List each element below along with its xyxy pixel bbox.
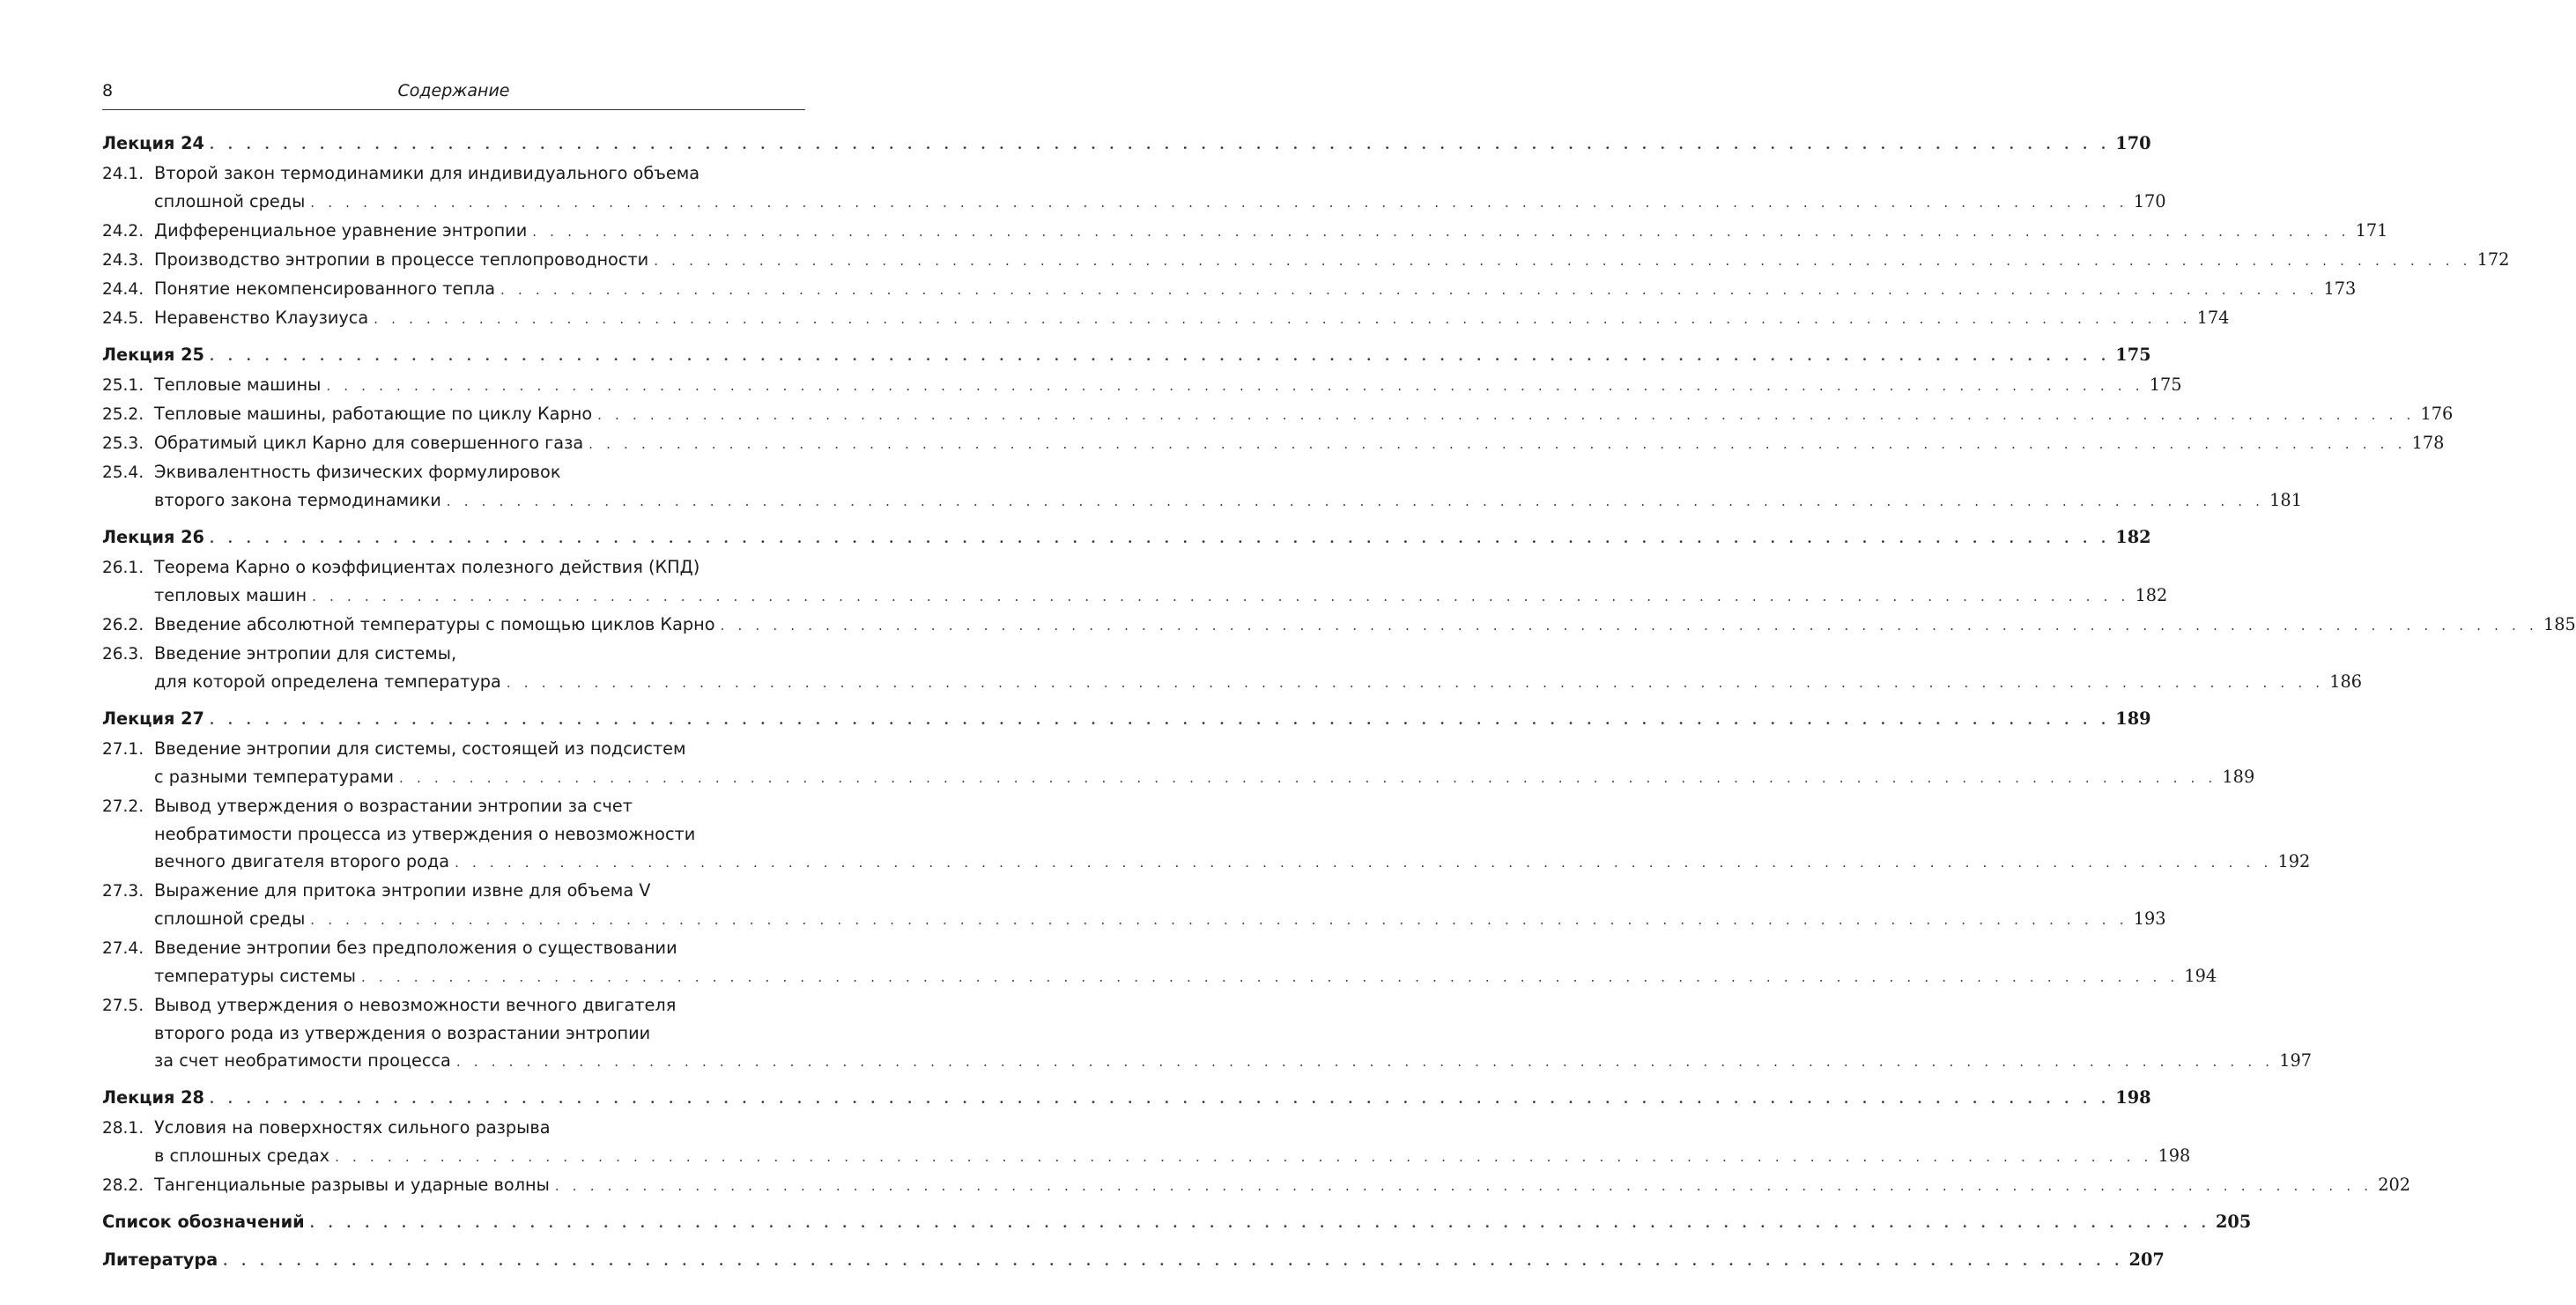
section-number: 24.1. bbox=[102, 165, 144, 183]
section-page-number: 170 bbox=[2133, 191, 2166, 211]
leader-dots: . . . . . . . . . . . . . . . . . . . . . . . . . . . . . . . . . . . . . . . . . . . . . . . . . . . . . . . . . . . . . . . . . . . . . . . . . . . . . . . . . . . . . . . . . . . . . . . . . . . . . . . . bbox=[310, 195, 2128, 211]
leader-dots: . . . . . . . . . . . . . . . . . . . . . . . . . . . . . . . . . . . . . . . . . . . . . . . . . . . . . . . . . . . . . . . . . . . . . . . . . . . . . . . . . . . . . . . . . . . . . . . . . . . . . . . . bbox=[209, 137, 2111, 152]
section-number: 26.1. bbox=[102, 559, 144, 577]
leader-dots: . . . . . . . . . . . . . . . . . . . . . . . . . . . . . . . . . . . . . . . . . . . . . . . . . . . . . . . . . . . . . . . . . . . . . . . . . . . . . . . . . . . . . . . . . . . . . . . . . . . . . . . . bbox=[399, 770, 2217, 786]
section-title: Понятие некомпенсированного тепла bbox=[154, 278, 496, 299]
section-page-number: 192 bbox=[2277, 851, 2311, 871]
section-entry[interactable] bbox=[102, 1114, 2191, 1171]
leader-dots: . . . . . . . . . . . . . . . . . . . . . . . . . . . . . . . . . . . . . . . . . . . . . . . . . . . . . . . . . . . . . . . . . . . . . . . . . . . . . . . . . . . . . . . . . . . . . . . . . . . . . . . . bbox=[335, 1149, 2153, 1165]
section-page-number: 185 bbox=[2543, 614, 2576, 634]
lecture-title: Лекция 24 bbox=[102, 133, 204, 153]
section-number: 27.1. bbox=[102, 740, 144, 759]
section-title: вечного двигателя второго рода bbox=[154, 851, 450, 871]
section-line bbox=[102, 1047, 2313, 1076]
lecture-page-number: 198 bbox=[2115, 1087, 2151, 1108]
leader-dots: . . . . . . . . . . . . . . . . . . . . . . . . . . . . . . . . . . . . . . . . . . . . . . . . . . . . . . . . . . . . . . . . . . . . . . . . . . . . . . . . . . . . . . . . . . . . . . . . . . . . . . . . bbox=[223, 1253, 2124, 1269]
section-entry[interactable] bbox=[102, 217, 2388, 246]
section-entry[interactable] bbox=[102, 246, 2510, 275]
section-page-number: 171 bbox=[2355, 220, 2388, 241]
leader-dots: . . . . . . . . . . . . . . . . . . . . . . . . . . . . . . . . . . . . . . . . . . . . . . . . . . . . . . . . . . . . . . . . . . . . . . . . . . . . . . . . . . . . . . . . . . . . . . . . . . . . . . . . bbox=[309, 1215, 2210, 1231]
section-number: 28.2. bbox=[102, 1176, 144, 1195]
section-line bbox=[102, 304, 2230, 333]
lecture-page-number: 175 bbox=[2115, 345, 2151, 365]
leader-dots: . . . . . . . . . . . . . . . . . . . . . . . . . . . . . . . . . . . . . . . . . . . . . . . . . . . . . . . . . . . . . . . . . . . . . . . . . . . . . . . . . . . . . . . . . . . . . . . . . . . . . . . . bbox=[455, 855, 2273, 871]
section-page-number: 186 bbox=[2329, 671, 2363, 692]
section-title: Условия на поверхностях сильного разрыва bbox=[154, 1117, 551, 1138]
leader-dots: . . . . . . . . . . . . . . . . . . . . . . . . . . . . . . . . . . . . . . . . . . . . . . . . . . . . . . . . . . . . . . . . . . . . . . . . . . . . . . . . . . . . . . . . . . . . . . . . . . . . . . . . bbox=[209, 530, 2111, 546]
lecture-entry[interactable] bbox=[102, 1083, 2151, 1114]
section-page-number: 202 bbox=[2378, 1175, 2411, 1195]
leader-dots: . . . . . . . . . . . . . . . . . . . . . . . . . . . . . . . . . . . . . . . . . . . . . . . . . . . . . . . . . . . . . . . . . . . . . . . . . . . . . . . . . . . . . . . . . . . . . . . . . . . . . . . . bbox=[532, 224, 2350, 240]
section-title: второго рода из утверждения о возрастании энтропии bbox=[154, 1023, 651, 1043]
leader-dots: . . . . . . . . . . . . . . . . . . . . . . . . . . . . . . . . . . . . . . . . . . . . . . . . . . . . . . . . . . . . . . . . . . . . . . . . . . . . . . . . . . . . . . . . . . . . . . . . . . . . . . . . bbox=[597, 407, 2416, 423]
lecture-title: Лекция 27 bbox=[102, 708, 204, 729]
section-line bbox=[102, 611, 2576, 640]
section-line bbox=[102, 763, 2255, 792]
section-entry[interactable] bbox=[102, 400, 2454, 429]
section-title: Теорема Карно о коэффициентах полезного действия (КПД) bbox=[154, 557, 700, 577]
section-title: Введение энтропии без предположения о существовании bbox=[154, 938, 677, 958]
section-title: Введение абсолютной температуры с помощью циклов Карно bbox=[154, 614, 715, 634]
leader-dots: . . . . . . . . . . . . . . . . . . . . . . . . . . . . . . . . . . . . . . . . . . . . . . . . . . . . . . . . . . . . . . . . . . . . . . . . . . . . . . . . . . . . . . . . . . . . . . . . . . . . . . . . bbox=[446, 493, 2265, 509]
leader-dots: . . . . . . . . . . . . . . . . . . . . . . . . . . . . . . . . . . . . . . . . . . . . . . . . . . . . . . . . . . . . . . . . . . . . . . . . . . . . . . . . . . . . . . . . . . . . . . . . . . . . . . . . bbox=[209, 712, 2111, 728]
section-entry[interactable] bbox=[102, 611, 2576, 640]
section-title: Эквивалентность физических формулировок bbox=[154, 462, 561, 482]
leader-dots: . . . . . . . . . . . . . . . . . . . . . . . . . . . . . . . . . . . . . . . . . . . . . . . . . . . . . . . . . . . . . . . . . . . . . . . . . . . . . . . . . . . . . . . . . . . . . . . . . . . . . . . . bbox=[312, 589, 2130, 604]
lecture-title: Лекция 25 bbox=[102, 345, 204, 365]
toc-chapter bbox=[102, 1083, 2411, 1200]
section-line bbox=[102, 848, 2311, 877]
section-title: Тангенциальные разрывы и ударные волны bbox=[154, 1175, 550, 1195]
section-line bbox=[102, 217, 2388, 246]
lecture-page-number: 182 bbox=[2115, 527, 2151, 547]
lecture-page-number: 207 bbox=[2128, 1249, 2165, 1270]
section-number: 27.2. bbox=[102, 797, 144, 816]
section-number: 28.1. bbox=[102, 1119, 144, 1138]
toc-chapter bbox=[102, 129, 2510, 333]
lecture-entry[interactable] bbox=[102, 704, 2151, 735]
page-header bbox=[102, 79, 805, 110]
leader-dots: . . . . . . . . . . . . . . . . . . . . . . . . . . . . . . . . . . . . . . . . . . . . . . . . . . . . . . . . . . . . . . . . . . . . . . . . . . . . . . . . . . . . . . . . . . . . . . . . . . . . . . . . bbox=[654, 253, 2472, 269]
section-title: в сплошных средах bbox=[154, 1146, 330, 1166]
section-entry[interactable] bbox=[102, 877, 2166, 934]
section-line bbox=[102, 1171, 2411, 1200]
section-page-number: 198 bbox=[2158, 1146, 2191, 1166]
lecture-entry[interactable] bbox=[102, 340, 2151, 371]
section-page-number: 197 bbox=[2279, 1050, 2313, 1071]
section-entry[interactable] bbox=[102, 991, 2313, 1076]
section-page-number: 176 bbox=[2420, 404, 2454, 424]
section-entry[interactable] bbox=[102, 640, 2363, 697]
section-number: 27.3. bbox=[102, 882, 144, 901]
leader-dots: . . . . . . . . . . . . . . . . . . . . . . . . . . . . . . . . . . . . . . . . . . . . . . . . . . . . . . . . . . . . . . . . . . . . . . . . . . . . . . . . . . . . . . . . . . . . . . . . . . . . . . . . bbox=[310, 912, 2128, 928]
section-title: сплошной среды bbox=[154, 908, 306, 929]
section-number: 25.4. bbox=[102, 463, 144, 482]
section-line bbox=[102, 735, 805, 763]
toc-chapter bbox=[102, 340, 2454, 515]
section-line bbox=[102, 962, 2217, 991]
section-number: 26.2. bbox=[102, 616, 144, 634]
section-page-number: 182 bbox=[2135, 585, 2168, 605]
section-title: сплошной среды bbox=[154, 191, 306, 211]
section-line bbox=[102, 400, 2454, 429]
section-entry[interactable] bbox=[102, 458, 2302, 515]
section-entry[interactable] bbox=[102, 429, 2445, 458]
section-number: 24.3. bbox=[102, 251, 144, 270]
section-title: необратимости процесса из утверждения о невозможности bbox=[154, 824, 696, 844]
section-title: Выражение для притока энтропии извне для объема V bbox=[154, 880, 651, 901]
section-entry[interactable] bbox=[102, 934, 2217, 991]
section-line bbox=[102, 246, 2510, 275]
section-entry[interactable] bbox=[102, 735, 2255, 792]
section-number: 27.5. bbox=[102, 997, 144, 1015]
lecture-entry[interactable] bbox=[102, 1207, 2252, 1238]
section-title: Тепловые машины bbox=[154, 374, 322, 395]
section-page-number: 178 bbox=[2411, 433, 2445, 453]
section-title: Тепловые машины, работающие по циклу Карно bbox=[154, 404, 593, 424]
leader-dots: . . . . . . . . . . . . . . . . . . . . . . . . . . . . . . . . . . . . . . . . . . . . . . . . . . . . . . . . . . . . . . . . . . . . . . . . . . . . . . . . . . . . . . . . . . . . . . . . . . . . . . . . bbox=[209, 1091, 2111, 1107]
running-title: Содержание bbox=[397, 81, 510, 100]
section-line bbox=[102, 553, 805, 582]
section-page-number: 172 bbox=[2476, 249, 2510, 270]
leader-dots: . . . . . . . . . . . . . . . . . . . . . . . . . . . . . . . . . . . . . . . . . . . . . . . . . . . . . . . . . . . . . . . . . . . . . . . . . . . . . . . . . . . . . . . . . . . . . . . . . . . . . . . . bbox=[588, 436, 2407, 452]
section-title: Введение энтропии для системы, bbox=[154, 643, 457, 664]
leader-dots: . . . . . . . . . . . . . . . . . . . . . . . . . . . . . . . . . . . . . . . . . . . . . . . . . . . . . . . . . . . . . . . . . . . . . . . . . . . . . . . . . . . . . . . . . . . . . . . . . . . . . . . . bbox=[374, 311, 2192, 327]
section-line bbox=[102, 1142, 2191, 1171]
section-number: 25.3. bbox=[102, 434, 144, 453]
section-title: второго закона термодинамики bbox=[154, 490, 441, 510]
leader-dots: . . . . . . . . . . . . . . . . . . . . . . . . . . . . . . . . . . . . . . . . . . . . . . . . . . . . . . . . . . . . . . . . . . . . . . . . . . . . . . . . . . . . . . . . . . . . . . . . . . . . . . . . bbox=[500, 282, 2319, 298]
section-entry[interactable] bbox=[102, 792, 2311, 877]
section-line bbox=[102, 792, 805, 820]
section-line bbox=[102, 640, 805, 668]
section-number: 27.4. bbox=[102, 939, 144, 958]
section-page-number: 189 bbox=[2222, 767, 2255, 787]
leader-dots: . . . . . . . . . . . . . . . . . . . . . . . . . . . . . . . . . . . . . . . . . . . . . . . . . . . . . . . . . . . . . . . . . . . . . . . . . . . . . . . . . . . . . . . . . . . . . . . . . . . . . . . . bbox=[455, 1054, 2275, 1070]
lecture-title: Литература bbox=[102, 1249, 218, 1270]
section-number: 24.4. bbox=[102, 280, 144, 299]
lecture-entry[interactable] bbox=[102, 523, 2151, 553]
section-line bbox=[102, 877, 805, 905]
page-number: 8 bbox=[102, 81, 114, 100]
section-page-number: 174 bbox=[2196, 308, 2230, 328]
lecture-title: Лекция 26 bbox=[102, 527, 204, 547]
section-line bbox=[102, 820, 805, 848]
leader-dots: . . . . . . . . . . . . . . . . . . . . . . . . . . . . . . . . . . . . . . . . . . . . . . . . . . . . . . . . . . . . . . . . . . . . . . . . . . . . . . . . . . . . . . . . . . . . . . . . . . . . . . . . bbox=[326, 378, 2144, 394]
section-title: Обратимый цикл Карно для совершенного газа bbox=[154, 433, 584, 453]
section-line bbox=[102, 905, 2166, 934]
section-line bbox=[102, 188, 2166, 217]
table-of-contents bbox=[102, 129, 2576, 1276]
section-entry[interactable] bbox=[102, 553, 2168, 611]
section-line bbox=[102, 486, 2302, 515]
toc-chapter bbox=[102, 1207, 2252, 1238]
lecture-page-number: 205 bbox=[2216, 1212, 2252, 1232]
section-title: Введение энтропии для системы, состоящей из подсистем bbox=[154, 738, 686, 759]
section-line bbox=[102, 1114, 805, 1142]
section-page-number: 181 bbox=[2269, 490, 2302, 510]
section-page-number: 193 bbox=[2133, 908, 2166, 929]
leader-dots: . . . . . . . . . . . . . . . . . . . . . . . . . . . . . . . . . . . . . . . . . . . . . . . . . . . . . . . . . . . . . . . . . . . . . . . . . . . . . . . . . . . . . . . . . . . . . . . . . . . . . . . . bbox=[506, 675, 2325, 691]
toc-chapter bbox=[102, 1245, 2165, 1276]
section-title: температуры системы bbox=[154, 966, 356, 986]
section-title: Второй закон термодинамики для индивидуального объема bbox=[154, 163, 700, 183]
section-page-number: 175 bbox=[2149, 374, 2182, 395]
section-number: 25.2. bbox=[102, 405, 144, 424]
lecture-entry[interactable] bbox=[102, 1245, 2165, 1276]
section-line bbox=[102, 159, 805, 188]
lecture-entry[interactable] bbox=[102, 129, 2151, 159]
toc-chapter bbox=[102, 523, 2576, 697]
section-number: 24.5. bbox=[102, 309, 144, 328]
lecture-page-number: 189 bbox=[2115, 708, 2151, 729]
section-title: Дифференциальное уравнение энтропии bbox=[154, 220, 528, 241]
section-line bbox=[102, 429, 2445, 458]
section-line bbox=[102, 991, 805, 1020]
leader-dots: . . . . . . . . . . . . . . . . . . . . . . . . . . . . . . . . . . . . . . . . . . . . . . . . . . . . . . . . . . . . . . . . . . . . . . . . . . . . . . . . . . . . . . . . . . . . . . . . . . . . . . . . bbox=[361, 969, 2180, 985]
section-entry[interactable] bbox=[102, 1171, 2411, 1200]
leader-dots: . . . . . . . . . . . . . . . . . . . . . . . . . . . . . . . . . . . . . . . . . . . . . . . . . . . . . . . . . . . . . . . . . . . . . . . . . . . . . . . . . . . . . . . . . . . . . . . . . . . . . . . . bbox=[209, 348, 2111, 364]
section-line bbox=[102, 582, 2168, 611]
section-title: Неравенство Клаузиуса bbox=[154, 308, 369, 328]
section-line bbox=[102, 371, 2182, 400]
section-title: Вывод утверждения о невозможности вечного двигателя bbox=[154, 995, 677, 1015]
section-title: тепловых машин bbox=[154, 585, 307, 605]
section-title: для которой определена температура bbox=[154, 671, 501, 692]
section-line bbox=[102, 275, 2357, 304]
section-line bbox=[102, 934, 805, 962]
toc-chapter bbox=[102, 704, 2313, 1076]
section-title: за счет необратимости процесса bbox=[154, 1050, 451, 1071]
leader-dots: . . . . . . . . . . . . . . . . . . . . . . . . . . . . . . . . . . . . . . . . . . . . . . . . . . . . . . . . . . . . . . . . . . . . . . . . . . . . . . . . . . . . . . . . . . . . . . . . . . . . . . . . bbox=[720, 618, 2538, 634]
section-number: 26.3. bbox=[102, 645, 144, 664]
section-number: 25.1. bbox=[102, 376, 144, 395]
section-line bbox=[102, 458, 805, 486]
section-entry[interactable] bbox=[102, 275, 2357, 304]
section-number: 24.2. bbox=[102, 222, 144, 241]
section-line bbox=[102, 1020, 805, 1047]
section-title: с разными температурами bbox=[154, 767, 395, 787]
section-page-number: 173 bbox=[2323, 278, 2357, 299]
section-entry[interactable] bbox=[102, 159, 2166, 217]
section-entry[interactable] bbox=[102, 304, 2230, 333]
section-title: Производство энтропии в процессе теплопроводности bbox=[154, 249, 649, 270]
lecture-page-number: 170 bbox=[2115, 133, 2151, 153]
section-page-number: 194 bbox=[2184, 966, 2217, 986]
section-line bbox=[102, 668, 2363, 697]
section-title: Вывод утверждения о возрастании энтропии за счет bbox=[154, 796, 633, 816]
leader-dots: . . . . . . . . . . . . . . . . . . . . . . . . . . . . . . . . . . . . . . . . . . . . . . . . . . . . . . . . . . . . . . . . . . . . . . . . . . . . . . . . . . . . . . . . . . . . . . . . . . . . . . . . bbox=[554, 1178, 2373, 1194]
lecture-title: Лекция 28 bbox=[102, 1087, 204, 1108]
section-entry[interactable] bbox=[102, 371, 2182, 400]
lecture-title: Список обозначений bbox=[102, 1212, 305, 1232]
